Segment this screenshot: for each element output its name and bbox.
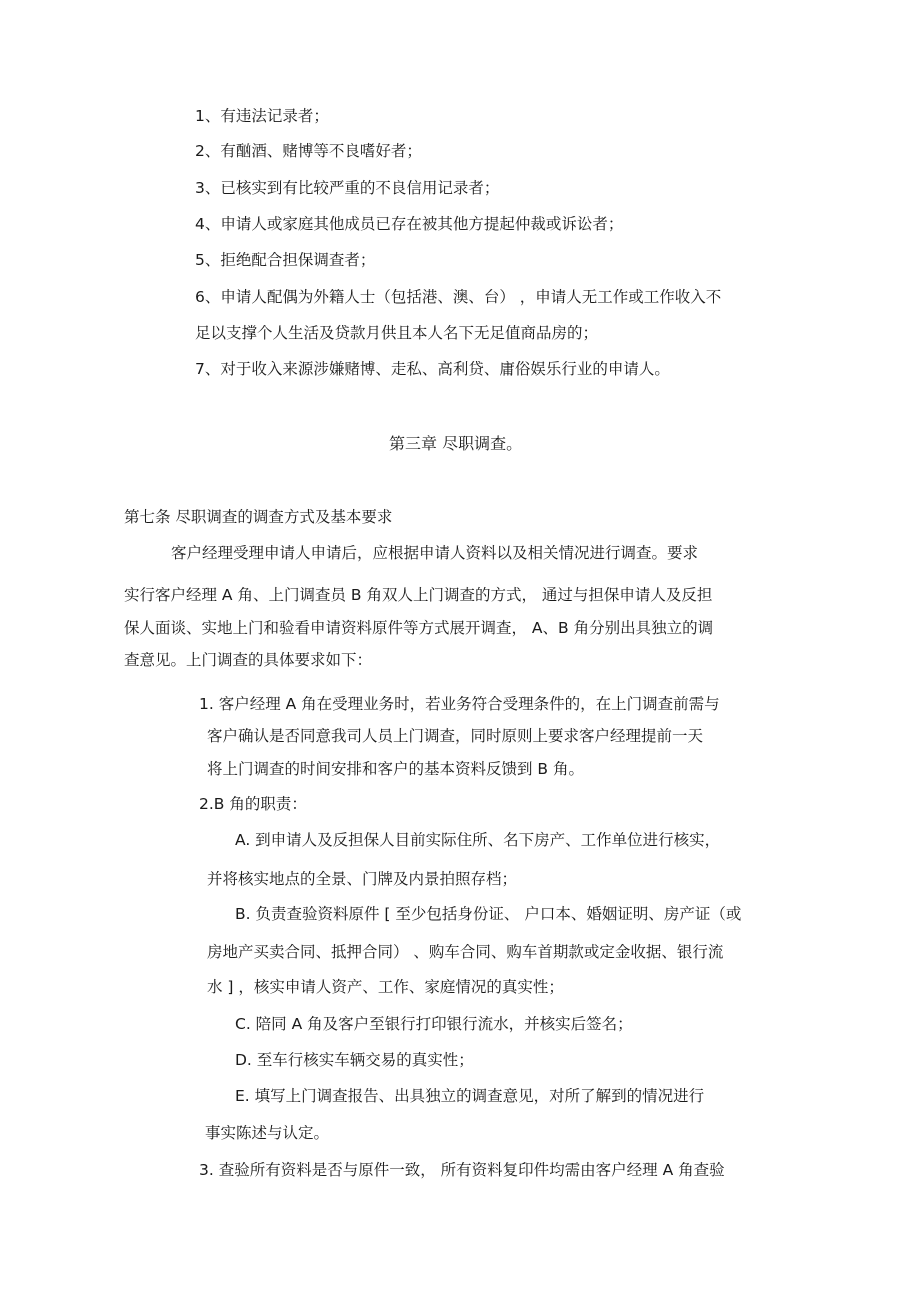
duty-e-line-2: 事实陈述与认定。 [205,1124,330,1142]
requirement-3: 3. 查验所有资料是否与原件一致， 所有资料复印件均需由客户经理 A 角查验 [199,1161,725,1179]
requirement-1-line-1: 1. 客户经理 A 角在受理业务时，若业务符合受理条件的，在上门调查前需与 [199,695,720,713]
exclusion-item-7: 7、对于收入来源涉嫌赌博、走私、高利贷、庸俗娱乐行业的申请人。 [195,360,670,378]
requirement-1-line-3: 将上门调查的时间安排和客户的基本资料反馈到 B 角。 [207,760,584,778]
duty-c: C. 陪同 A 角及客户至银行打印银行流水，并核实后签名； [235,1015,633,1033]
exclusion-item-6: 6、申请人配偶为外籍人士（包括港、澳、台） ，申请人无工作或工作收入不 [195,288,722,306]
chapter-title: 第三章 尽职调查。 [389,434,523,453]
requirement-1-line-2: 客户确认是否同意我司人员上门调查，同时原则上要求客户经理提前一天 [207,727,704,745]
exclusion-item-6-cont: 足以支撑个人生活及贷款月供且本人名下无足值商品房的； [195,324,599,342]
exclusion-item-5: 5、拒绝配合担保调查者； [195,251,376,269]
intro-line-3: 保人面谈、实地上门和验看申请资料原件等方式展开调查， A、B 角分别出具独立的调 [124,619,714,637]
intro-line-1: 客户经理受理申请人申请后，应根据申请人资料以及相关情况进行调查。要求 [171,544,699,562]
exclusion-item-3: 3、已核实到有比较严重的不良信用记录者； [195,179,500,197]
article-title: 第七条 尽职调查的调查方式及基本要求 [124,508,393,526]
duty-a-line-2: 并将核实地点的全景、门牌及内景拍照存档； [207,870,518,888]
intro-line-4: 查意见。上门调查的具体要求如下： [124,651,373,669]
requirement-2-title: 2.B 角的职责： [199,795,307,813]
exclusion-item-4: 4、申请人或家庭其他成员已存在被其他方提起仲裁或诉讼者； [195,215,624,233]
exclusion-item-1: 1、有违法记录者； [195,107,329,125]
exclusion-item-2: 2、有酗酒、赌博等不良嗜好者； [195,142,422,160]
duty-d: D. 至车行核实车辆交易的真实性； [235,1051,474,1069]
duty-b-line-3: 水 ] ，核实申请人资产、工作、家庭情况的真实性； [207,978,564,996]
duty-b-line-2: 房地产买卖合同、抵押合同） 、购车合同、购车首期款或定金收据、银行流 [207,943,724,961]
duty-e-line-1: E. 填写上门调查报告、出具独立的调查意见，对所了解到的情况进行 [235,1087,705,1105]
intro-line-2: 实行客户经理 A 角、上门调查员 B 角双人上门调查的方式， 通过与担保申请人及反担 [124,586,713,604]
duty-a-line-1: A. 到申请人及反担保人目前实际住所、名下房产、工作单位进行核实， [235,831,721,849]
duty-b-line-1: B. 负责查验资料原件 [ 至少包括身份证、 户口本、婚姻证明、房产证（或 [235,905,742,923]
